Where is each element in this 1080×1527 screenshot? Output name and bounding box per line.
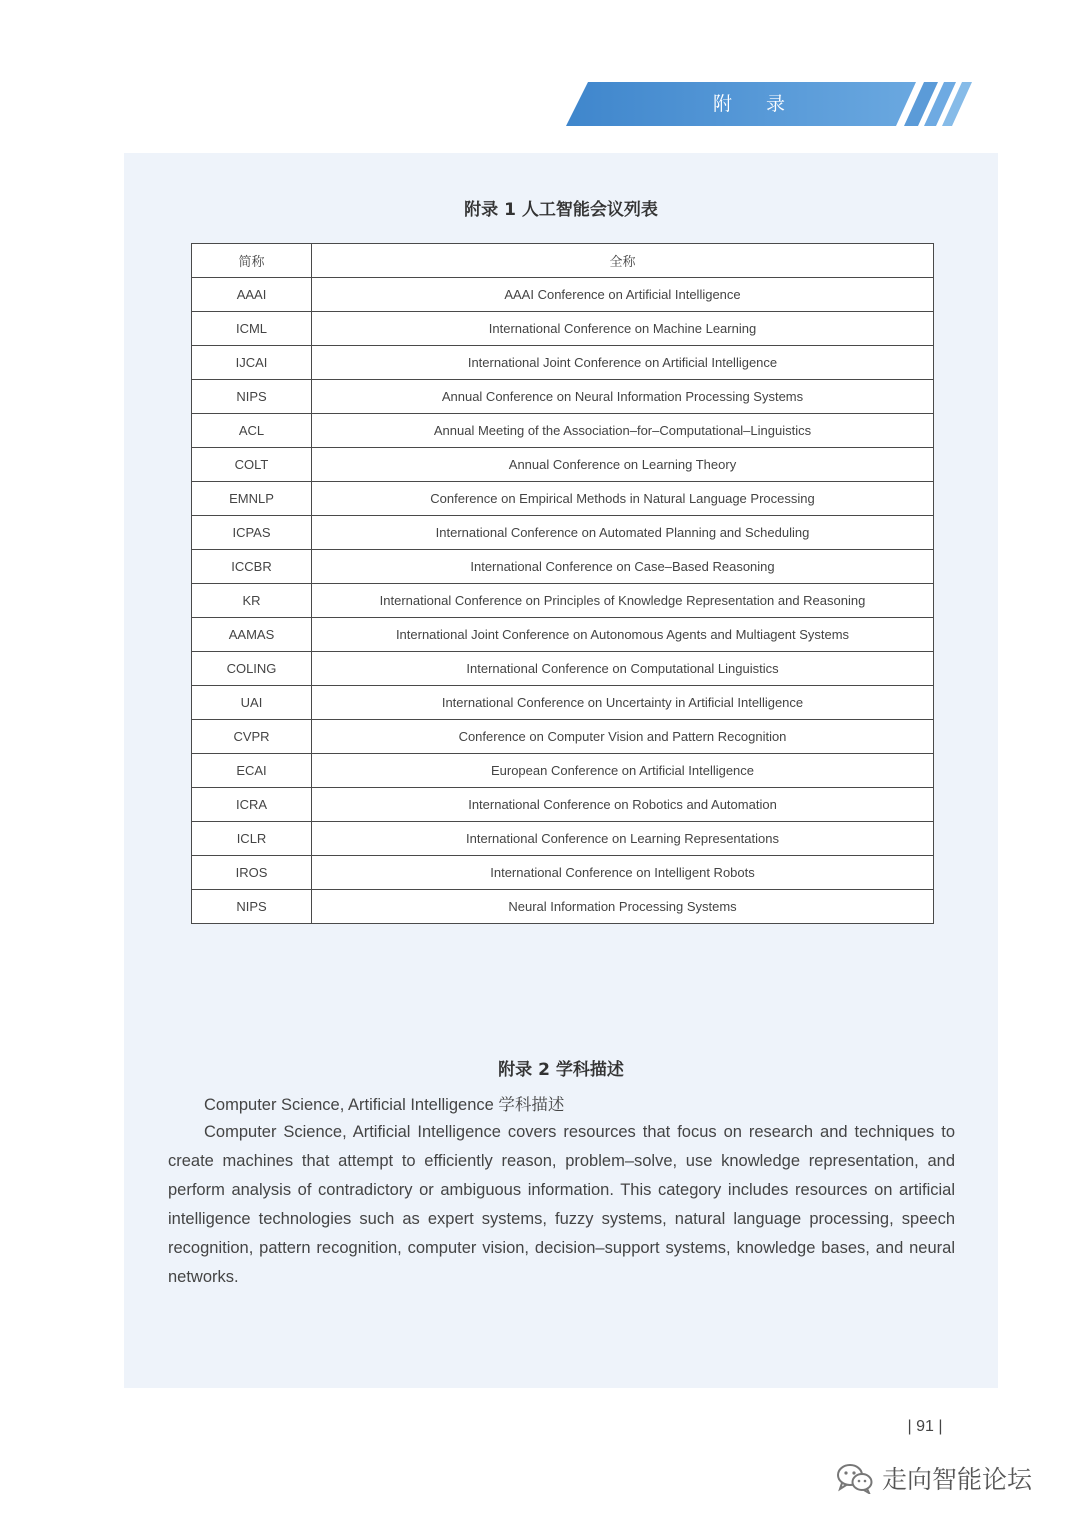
abbr-cell: ICLR: [192, 822, 312, 856]
page-number: | 91 |: [907, 1418, 943, 1435]
fullname-cell: International Conference on Automated Planning and Scheduling: [312, 516, 934, 550]
abbr-cell: ACL: [192, 414, 312, 448]
fullname-cell: International Conference on Principles of Knowledge Representation and Reasoning: [312, 584, 934, 618]
table-header-row: [192, 244, 934, 278]
table-row: [192, 380, 934, 414]
fullname-cell: International Conference on Case–Based Reasoning: [312, 550, 934, 584]
abbr-cell: NIPS: [192, 380, 312, 414]
abbr-cell: COLT: [192, 448, 312, 482]
column-header-fullname: 全称: [312, 244, 934, 278]
abbr-cell: IROS: [192, 856, 312, 890]
table-row: [192, 686, 934, 720]
table-row: [192, 346, 934, 380]
fullname-cell: Neural Information Processing Systems: [312, 890, 934, 924]
table-row: [192, 584, 934, 618]
abbr-cell: KR: [192, 584, 312, 618]
table-row: [192, 754, 934, 788]
section-banner: [566, 82, 986, 126]
appendix2-subtitle: Computer Science, Artificial Intelligence 学科描述: [204, 1096, 565, 1114]
appendix2-title: 附录 2 学科描述: [498, 1060, 624, 1080]
fullname-cell: European Conference on Artificial Intelligence: [312, 754, 934, 788]
fullname-cell: International Conference on Learning Representations: [312, 822, 934, 856]
abbr-cell: IJCAI: [192, 346, 312, 380]
table-row: [192, 312, 934, 346]
fullname-cell: International Joint Conference on Artificial Intelligence: [312, 346, 934, 380]
table-row: [192, 482, 934, 516]
table-row: [192, 822, 934, 856]
table-row: [192, 788, 934, 822]
fullname-cell: AAAI Conference on Artificial Intelligence: [312, 278, 934, 312]
table-row: [192, 550, 934, 584]
abbr-cell: EMNLP: [192, 482, 312, 516]
fullname-cell: International Conference on Intelligent Robots: [312, 856, 934, 890]
abbr-cell: CVPR: [192, 720, 312, 754]
table-row: [192, 516, 934, 550]
abbr-cell: UAI: [192, 686, 312, 720]
table-row: [192, 278, 934, 312]
fullname-cell: International Conference on Uncertainty in Artificial Intelligence: [312, 686, 934, 720]
table-row: [192, 618, 934, 652]
fullname-cell: Annual Meeting of the Association–for–Computational–Linguistics: [312, 414, 934, 448]
wechat-icon: [836, 1462, 874, 1494]
fullname-cell: Conference on Computer Vision and Pattern Recognition: [312, 720, 934, 754]
appendix2-body: Computer Science, Artificial Intelligence covers resources that focus on research and techniques to create machines that attempt to efficiently reason, problem–solve, use knowledge representation, and perform analysis of contradictory or ambiguous information. This category includes resources on artificial intelligence technologies such as expert systems, fuzzy systems, natural language processing, speech recognition, pattern recognition, computer vision, decision–support systems, knowledge bases, and neural networks.: [168, 1123, 955, 1286]
abbr-cell: ICRA: [192, 788, 312, 822]
fullname-cell: International Conference on Computational Linguistics: [312, 652, 934, 686]
table-row: [192, 890, 934, 924]
table-row: [192, 652, 934, 686]
fullname-cell: International Conference on Robotics and Automation: [312, 788, 934, 822]
table-row: [192, 856, 934, 890]
column-header-abbr: 简称: [192, 244, 312, 278]
fullname-cell: International Conference on Machine Learning: [312, 312, 934, 346]
table-row: [192, 720, 934, 754]
conference-table: [191, 243, 934, 924]
table-row: [192, 414, 934, 448]
abbr-cell: ICCBR: [192, 550, 312, 584]
abbr-cell: ICML: [192, 312, 312, 346]
fullname-cell: Conference on Empirical Methods in Natural Language Processing: [312, 482, 934, 516]
watermark: [836, 1458, 1032, 1498]
appendix1-title: 附录 1 人工智能会议列表: [464, 200, 658, 220]
fullname-cell: International Joint Conference on Autonomous Agents and Multiagent Systems: [312, 618, 934, 652]
banner-title: 附 录: [712, 93, 800, 115]
fullname-cell: Annual Conference on Learning Theory: [312, 448, 934, 482]
abbr-cell: ECAI: [192, 754, 312, 788]
abbr-cell: AAAI: [192, 278, 312, 312]
table-row: [192, 448, 934, 482]
table-body: [192, 278, 934, 924]
abbr-cell: AAMAS: [192, 618, 312, 652]
abbr-cell: ICPAS: [192, 516, 312, 550]
watermark-text: 走向智能论坛: [882, 1465, 1033, 1494]
abbr-cell: COLING: [192, 652, 312, 686]
fullname-cell: Annual Conference on Neural Information Processing Systems: [312, 380, 934, 414]
abbr-cell: NIPS: [192, 890, 312, 924]
